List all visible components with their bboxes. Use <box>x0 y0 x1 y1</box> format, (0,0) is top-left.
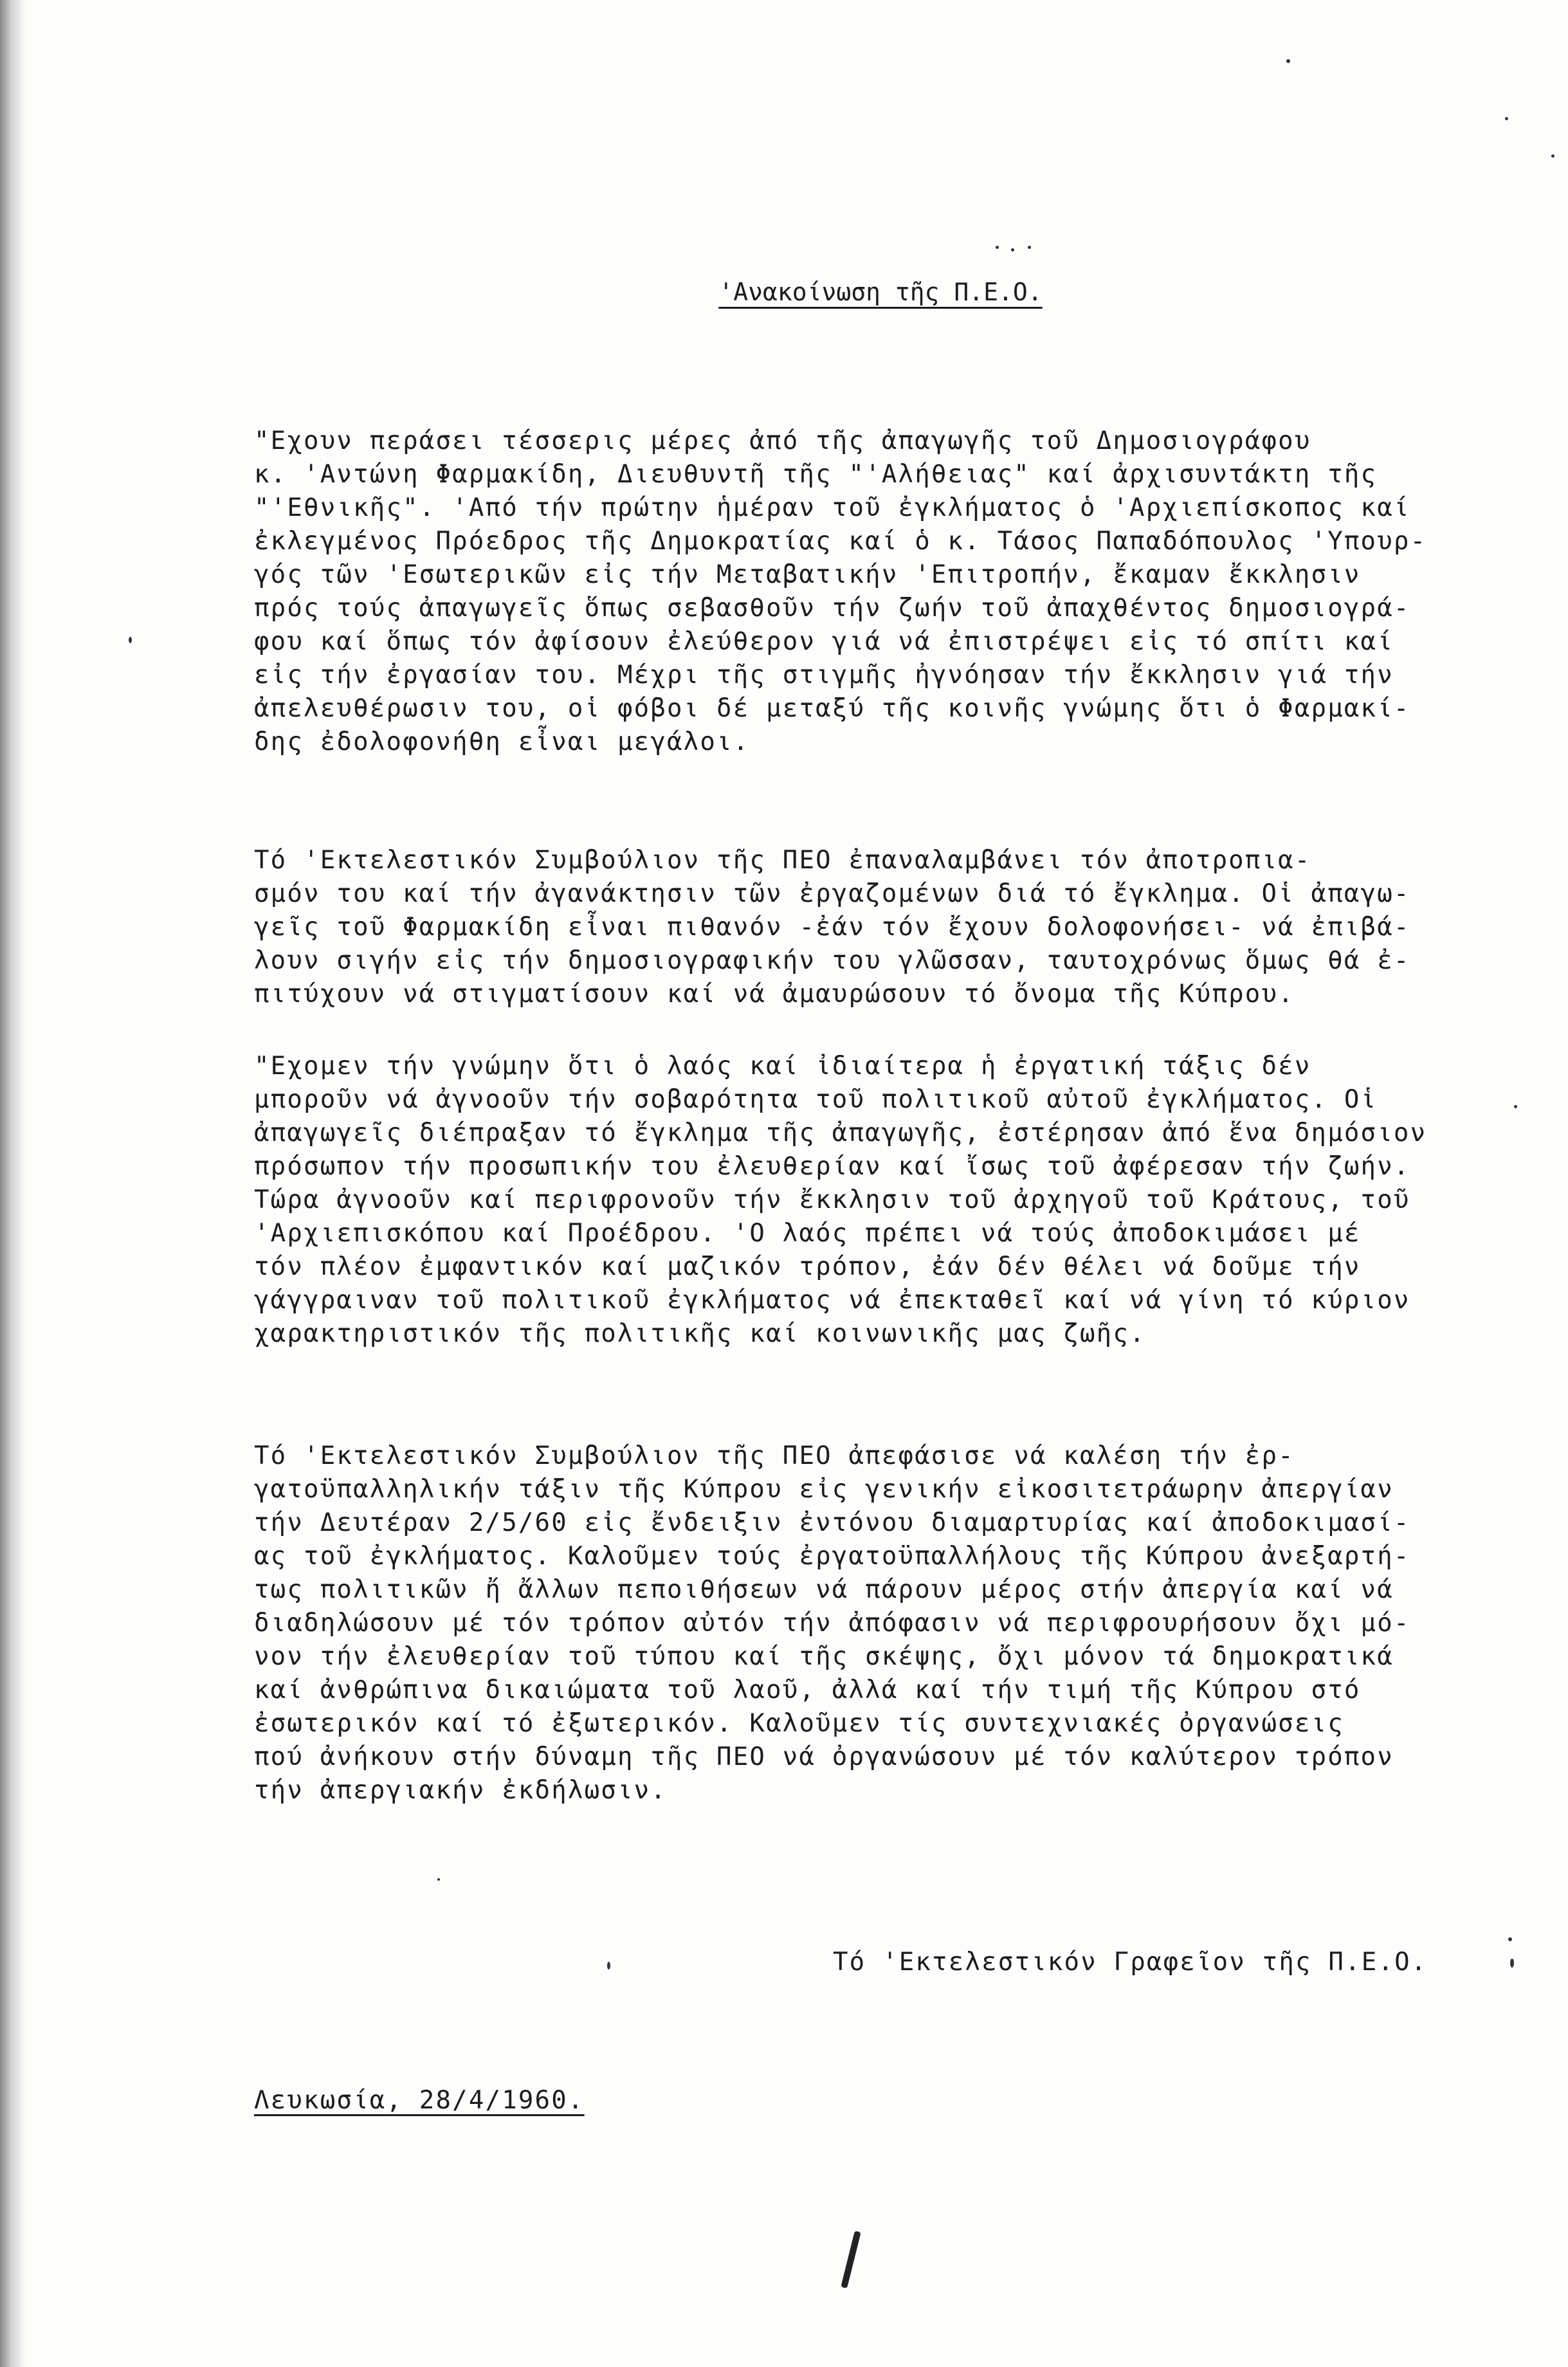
scan-speck <box>1286 59 1290 63</box>
text-line: γεῖς τοῦ Φαρμακίδη εἶναι πιθανόν -ἐάν τόν ἔχουν δολοφονήσει- νά ἐπιβά- <box>254 913 1410 942</box>
place-date: Λευκωσία, 28/4/1960. <box>254 2086 585 2115</box>
text-line: καί ἀνθρώπινα δικαιώματα τοῦ λαοῦ, ἀλλά καί τήν τιμή τῆς Κύπρου στό <box>254 1676 1361 1704</box>
text-line: πρόσωπον τήν προσωπικήν του ἐλευθερίαν καί ἴσως τοῦ ἀφέρεσαν τήν ζωήν. <box>254 1152 1410 1181</box>
paragraph <box>254 425 1463 759</box>
text-line: "'Εθνικῆς". 'Από τήν πρώτην ἡμέραν τοῦ ἐγκλήματος ὁ 'Αρχιεπίσκοπος καί <box>254 493 1410 522</box>
signature-line: Τό 'Εκτελεστικόν Γραφεῖον τῆς Π.Ε.Ο. <box>833 1948 1428 1977</box>
text-line: λουν σιγήν εἰς τήν δημοσιογραφικήν του γλῶσσαν, ταυτοχρόνως ὅμως θά ἐ- <box>254 946 1410 975</box>
text-line: τήν ἀπεργιακήν ἐκδήλωσιν. <box>254 1776 667 1805</box>
text-line: φου καί ὅπως τόν ἀφίσουν ἐλεύθερον γιά νά ἐπιστρέψει εἰς τό σπίτι καί <box>254 627 1394 656</box>
scan-speck <box>1011 248 1014 251</box>
text-line: γάγγραιναν τοῦ πολιτικοῦ ἐγκλήματος νά ἐπεκταθεῖ καί νά γίνη τό κύριον <box>254 1286 1410 1315</box>
text-line: Τό 'Εκτελεστικόν Συμβούλιον τῆς ΠΕΟ ἀπεφάσισε νά καλέση τήν ἐρ- <box>254 1441 1295 1470</box>
scan-speck <box>1508 1937 1512 1941</box>
paragraph <box>254 1050 1463 1351</box>
text-line: δης ἐδολοφονήθη εἶναι μεγάλοι. <box>254 727 750 756</box>
text-line: Τό 'Εκτελεστικόν Συμβούλιον τῆς ΠΕΟ ἐπαναλαμβάνει τόν ἀποτροπια- <box>254 846 1311 875</box>
text-line: τόν πλέον ἐμφαντικόν καί μαζικόν τρόπον, ἐάν δέν θέλει νά δοῦμε τήν <box>254 1252 1361 1281</box>
text-line: "Εχομεν τήν γνώμην ὅτι ὁ λαός καί ἰδιαίτερα ἡ ἐργατική τάξις δέν <box>254 1052 1311 1081</box>
text-line: ἀπαγωγεῖς διέπραξαν τό ἔγκλημα τῆς ἀπαγωγῆς, ἐστέρησαν ἀπό ἕνα δημόσιον <box>254 1119 1427 1147</box>
scan-edge-shadow <box>0 0 26 2367</box>
text-line: 'Αρχιεπισκόπου καί Προέδρου. 'Ο λαός πρέπει νά τούς ἀποδοκιμάσει μέ <box>254 1219 1361 1248</box>
scan-speck <box>1514 1105 1517 1108</box>
text-line: μποροῦν νά ἀγνοοῦν τήν σοβαρότητα τοῦ πολιτικοῦ αὐτοῦ ἐγκλήματος. Οἱ <box>254 1085 1378 1114</box>
text-line: πού ἀνήκουν στήν δύναμη τῆς ΠΕΟ νά ὀργανώσουν μέ τόν καλύτερον τρόπον <box>254 1742 1394 1771</box>
text-line: χαρακτηριστικόν τῆς πολιτικῆς καί κοινωνικῆς μας ζωῆς. <box>254 1319 1146 1348</box>
text-line: εἰς τήν ἐργασίαν του. Μέχρι τῆς στιγμῆς ἠγνόησαν τήν ἔκκλησιν γιά τήν <box>254 661 1394 690</box>
pen-mark <box>841 2231 861 2289</box>
paragraph <box>254 1439 1463 1807</box>
text-line: ἐσωτερικόν καί τό ἐξωτερικόν. Καλοῦμεν τίς συντεχνιακές ὀργανώσεις <box>254 1709 1344 1738</box>
text-line: γατοϋπαλληλικήν τάξιν τῆς Κύπρου εἰς γενικήν εἰκοσιτετράωρην ἀπεργίαν <box>254 1475 1394 1504</box>
scan-speck <box>1510 1959 1514 1968</box>
text-line: τως πολιτικῶν ἤ ἄλλων πεποιθήσεων νά πάρουν μέρος στήν ἀπεργία καί νά <box>254 1575 1394 1604</box>
scan-speck <box>996 246 999 249</box>
text-line: "Εχουν περάσει τέσσερις μέρες ἀπό τῆς ἀπαγωγῆς τοῦ Δημοσιογράφου <box>254 426 1311 455</box>
scan-speck <box>437 1878 440 1881</box>
text-line: πιτύχουν νά στιγματίσουν καί νά ἀμαυρώσουν τό ὄνομα τῆς Κύπρου. <box>254 980 1295 1009</box>
text-line: ἀπελευθέρωσιν του, οἱ φόβοι δέ μεταξύ τῆς κοινῆς γνώμης ὅτι ὁ Φαρμακί- <box>254 694 1410 723</box>
scan-speck <box>129 637 132 643</box>
scan-speck <box>1505 117 1508 120</box>
text-line: κ. 'Αντώνη Φαρμακίδη, Διευθυντῆ τῆς "'Αλήθειας" καί ἀρχισυντάκτη τῆς <box>254 460 1378 489</box>
scan-speck <box>1551 154 1554 158</box>
paragraph <box>254 844 1463 1011</box>
text-line: γός τῶν 'Εσωτερικῶν εἰς τήν Μεταβατικήν 'Επιτροπήν, ἔκαμαν ἔκκλησιν <box>254 560 1361 589</box>
text-line: πρός τούς ἀπαγωγεῖς ὅπως σεβασθοῦν τήν ζωήν τοῦ ἀπαχθέντος δημοσιογρά- <box>254 594 1410 623</box>
text-line: νον τήν ἐλευθερίαν τοῦ τύπου καί τῆς σκέψης, ὄχι μόνον τά δημοκρατικά <box>254 1642 1394 1671</box>
text-line: ας τοῦ ἐγκλήματος. Καλοῦμεν τούς ἐργατοϋπαλλήλους τῆς Κύπρου ἀνεξαρτή- <box>254 1542 1410 1571</box>
text-line: διαδηλώσουν μέ τόν τρόπον αὐτόν τήν ἀπόφασιν νά περιφρουρήσουν ὄχι μό- <box>254 1609 1410 1638</box>
text-line: Τώρα ἀγνοοῦν καί περιφρονοῦν τήν ἔκκλησιν τοῦ ἀρχηγοῦ τοῦ Κράτους, τοῦ <box>254 1185 1410 1214</box>
text-line: ἐκλεγμένος Πρόεδρος τῆς Δημοκρατίας καί ὁ κ. Τάσος Παπαδόπουλος 'Υπουρ- <box>254 527 1427 556</box>
text-line: τήν Δευτέραν 2/5/60 εἰς ἔνδειξιν ἐντόνου διαμαρτυρίας καί ἀποδοκιμασί- <box>254 1508 1410 1537</box>
text-line: σμόν του καί τήν ἀγανάκτησιν τῶν ἐργαζομένων διά τό ἔγκλημα. Οἱ ἀπαγω- <box>254 879 1410 908</box>
document-title: 'Ανακοίνωση τῆς Π.Ε.Ο. <box>718 278 1043 306</box>
scan-speck <box>1028 246 1031 249</box>
scan-speck <box>607 1962 610 1969</box>
